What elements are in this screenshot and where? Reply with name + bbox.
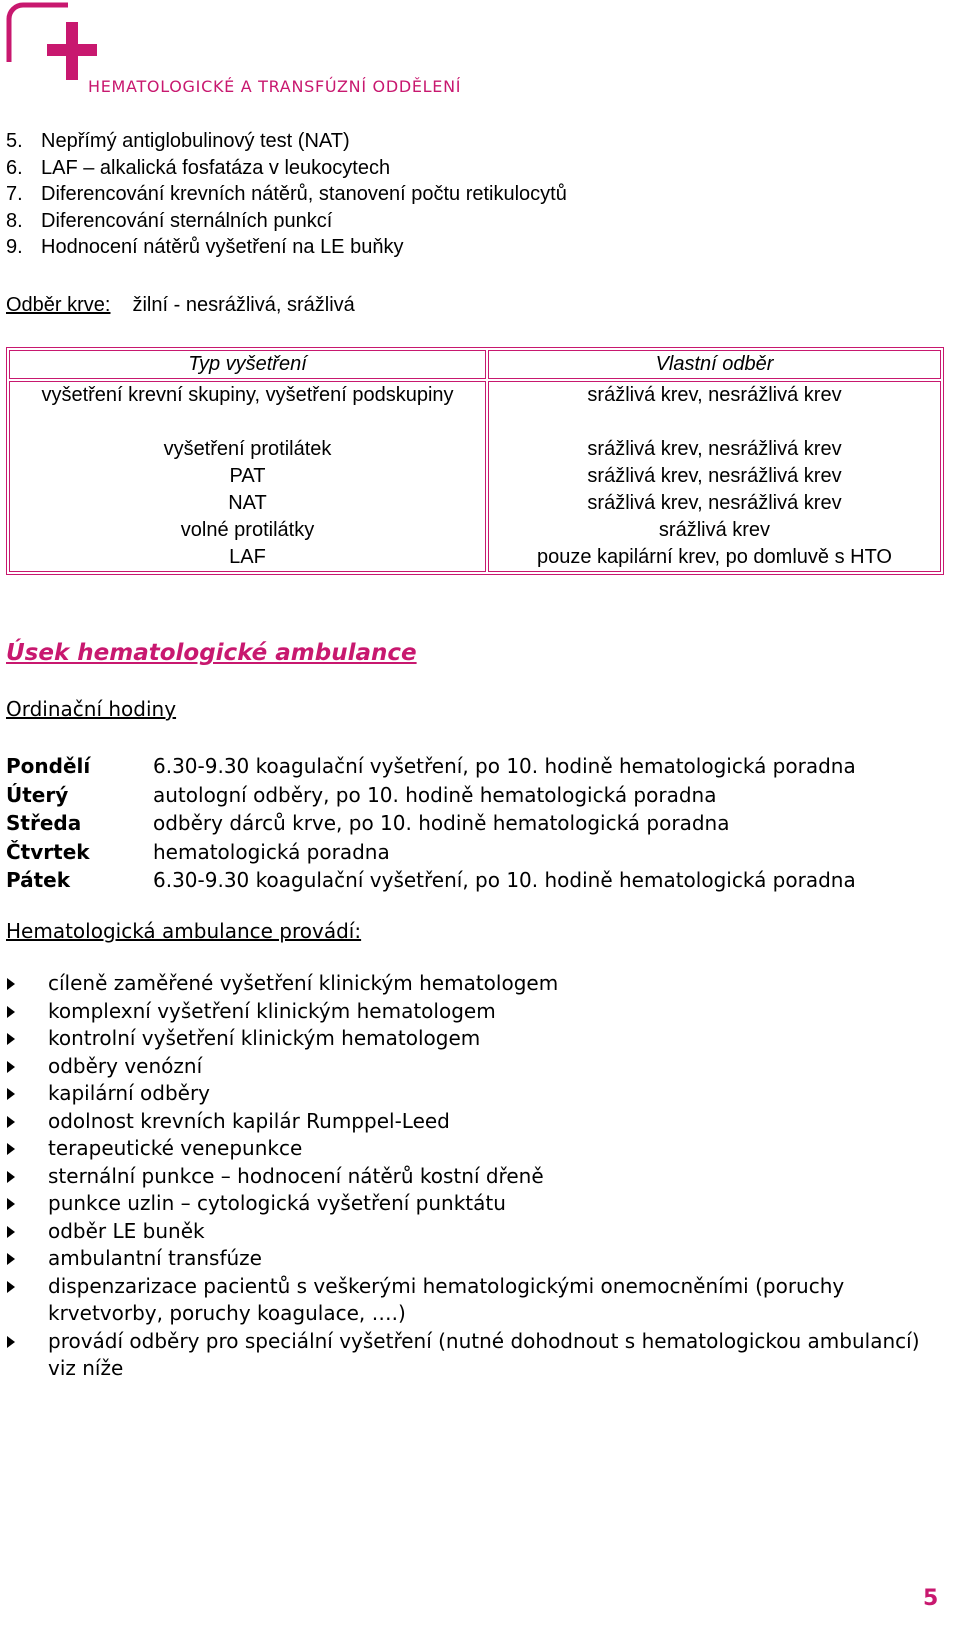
arrow-bullet-icon [7, 1198, 15, 1210]
hours-row [6, 838, 856, 867]
list-item: odběr LE buněk [6, 1218, 946, 1246]
hours-row [6, 866, 856, 895]
table-cell-line: vyšetření protilátek [163, 438, 332, 460]
arrow-bullet-icon [7, 1143, 15, 1155]
arrow-bullet-icon [7, 1336, 15, 1348]
table-cell-exam-types [9, 381, 486, 572]
table-cell-line: volné protilátky [180, 519, 315, 541]
list-item: cíleně zaměřené vyšetření klinickým hematologem [6, 970, 946, 998]
list-item: kapilární odběry [6, 1080, 946, 1108]
list-item: sternální punkce – hodnocení nátěrů kostní dřeně [6, 1163, 946, 1191]
hours-row [6, 752, 856, 781]
arrow-bullet-icon [7, 1253, 15, 1265]
list-item: 7. Diferencování krevních nátěrů, stanovení počtu retikulocytů [6, 183, 567, 205]
day-text: autologní odběry, po 10. hodině hematologická poradna [153, 782, 717, 807]
list-item: 5. Nepřímý antiglobulinový test (NAT) [6, 130, 350, 152]
office-hours-label: Ordinační hodiny [6, 697, 177, 721]
day-label: Pátek [6, 868, 71, 892]
table-cell-line: pouze kapilární krev, po domluvě s HTO [537, 546, 892, 568]
table-cell-samplings [488, 381, 941, 572]
arrow-bullet-icon [7, 1226, 15, 1238]
list-item: komplexní vyšetření klinickým hematologem [6, 998, 946, 1026]
office-hours [6, 752, 856, 895]
day-label: Úterý [6, 782, 69, 807]
table-header-exam-type: Typ vyšetření [9, 350, 486, 379]
arrow-bullet-icon [7, 1061, 15, 1073]
list-item: dispenzarizace pacientů s veškerými hematologickými onemocněními (poruchy krvetvorby, poruchy koagulace, ….) [6, 1273, 946, 1328]
day-text: 6.30-9.30 koagulační vyšetření, po 10. hodině hematologická poradna [153, 754, 856, 778]
list-item: 8. Diferencování sternálních punkcí [6, 209, 333, 232]
day-text: 6.30-9.30 koagulační vyšetření, po 10. hodině hematologická poradna [153, 868, 856, 892]
services-list [6, 970, 946, 1383]
provides-label: Hematologická ambulance provádí: [6, 919, 362, 943]
list-item: provádí odběry pro speciální vyšetření (nutné dohodnout s hematologickou ambulancí) viz níže [6, 1328, 946, 1383]
exam-numbered-list [6, 128, 567, 261]
table-cell-line: srážlivá krev, nesrážlivá krev [587, 492, 842, 514]
table-cell-line: srážlivá krev [658, 519, 771, 541]
arrow-bullet-icon [7, 1281, 15, 1293]
day-text: odběry dárců krve, po 10. hodině hematologická poradna [153, 811, 730, 835]
arrow-bullet-icon [7, 1116, 15, 1128]
table-cell-line: NAT [228, 492, 267, 514]
list-item: 9. Hodnocení nátěrů vyšetření na LE buňky [6, 236, 404, 258]
arrow-bullet-icon [7, 1171, 15, 1183]
list-item: punkce uzlin – cytologická vyšetření punktátu [6, 1190, 946, 1218]
list-item: ambulantní transfúze [6, 1245, 946, 1273]
exam-table [6, 347, 944, 575]
arrow-bullet-icon [7, 978, 15, 990]
table-cell-line: LAF [229, 546, 266, 568]
section-title: Úsek hematologické ambulance [6, 640, 417, 666]
blood-sampling-line [6, 294, 355, 317]
table-cell-line: vyšetření krevní skupiny, vyšetření podskupiny [41, 384, 454, 406]
table-cell-line [493, 409, 936, 436]
page-number: 5 [923, 1586, 939, 1611]
day-text: hematologická poradna [153, 839, 390, 864]
plus-cross-logo-icon [6, 2, 98, 92]
blood-sampling-label: Odběr krve: [6, 294, 111, 316]
list-item: odběry venózní [6, 1053, 946, 1081]
arrow-bullet-icon [7, 1006, 15, 1018]
day-label: Středa [6, 811, 82, 835]
list-item: kontrolní vyšetření klinickým hematologem [6, 1025, 946, 1053]
table-cell-line: srážlivá krev, nesrážlivá krev [587, 438, 842, 460]
arrow-bullet-icon [7, 1088, 15, 1100]
blood-sampling-value: žilní - nesrážlivá, srážlivá [132, 294, 355, 316]
table-cell-line: srážlivá krev, nesrážlivá krev [587, 384, 842, 406]
department-title: HEMATOLOGICKÉ A TRANSFÚZNÍ ODDĚLENÍ [88, 77, 462, 96]
list-item: odolnost krevních kapilár Rumppel-Leed [6, 1108, 946, 1136]
list-item: 6. LAF – alkalická fosfatáza v leukocytech [6, 156, 391, 179]
list-item: terapeutické venepunkce [6, 1135, 946, 1163]
day-label: Pondělí [6, 754, 91, 778]
arrow-bullet-icon [7, 1033, 15, 1045]
table-header-sampling: Vlastní odběr [488, 350, 941, 379]
day-label: Čtvrtek [6, 839, 90, 864]
table-cell-line: PAT [229, 465, 266, 487]
hours-row [6, 809, 856, 838]
hours-row [6, 781, 856, 810]
table-cell-line: srážlivá krev, nesrážlivá krev [587, 465, 842, 487]
